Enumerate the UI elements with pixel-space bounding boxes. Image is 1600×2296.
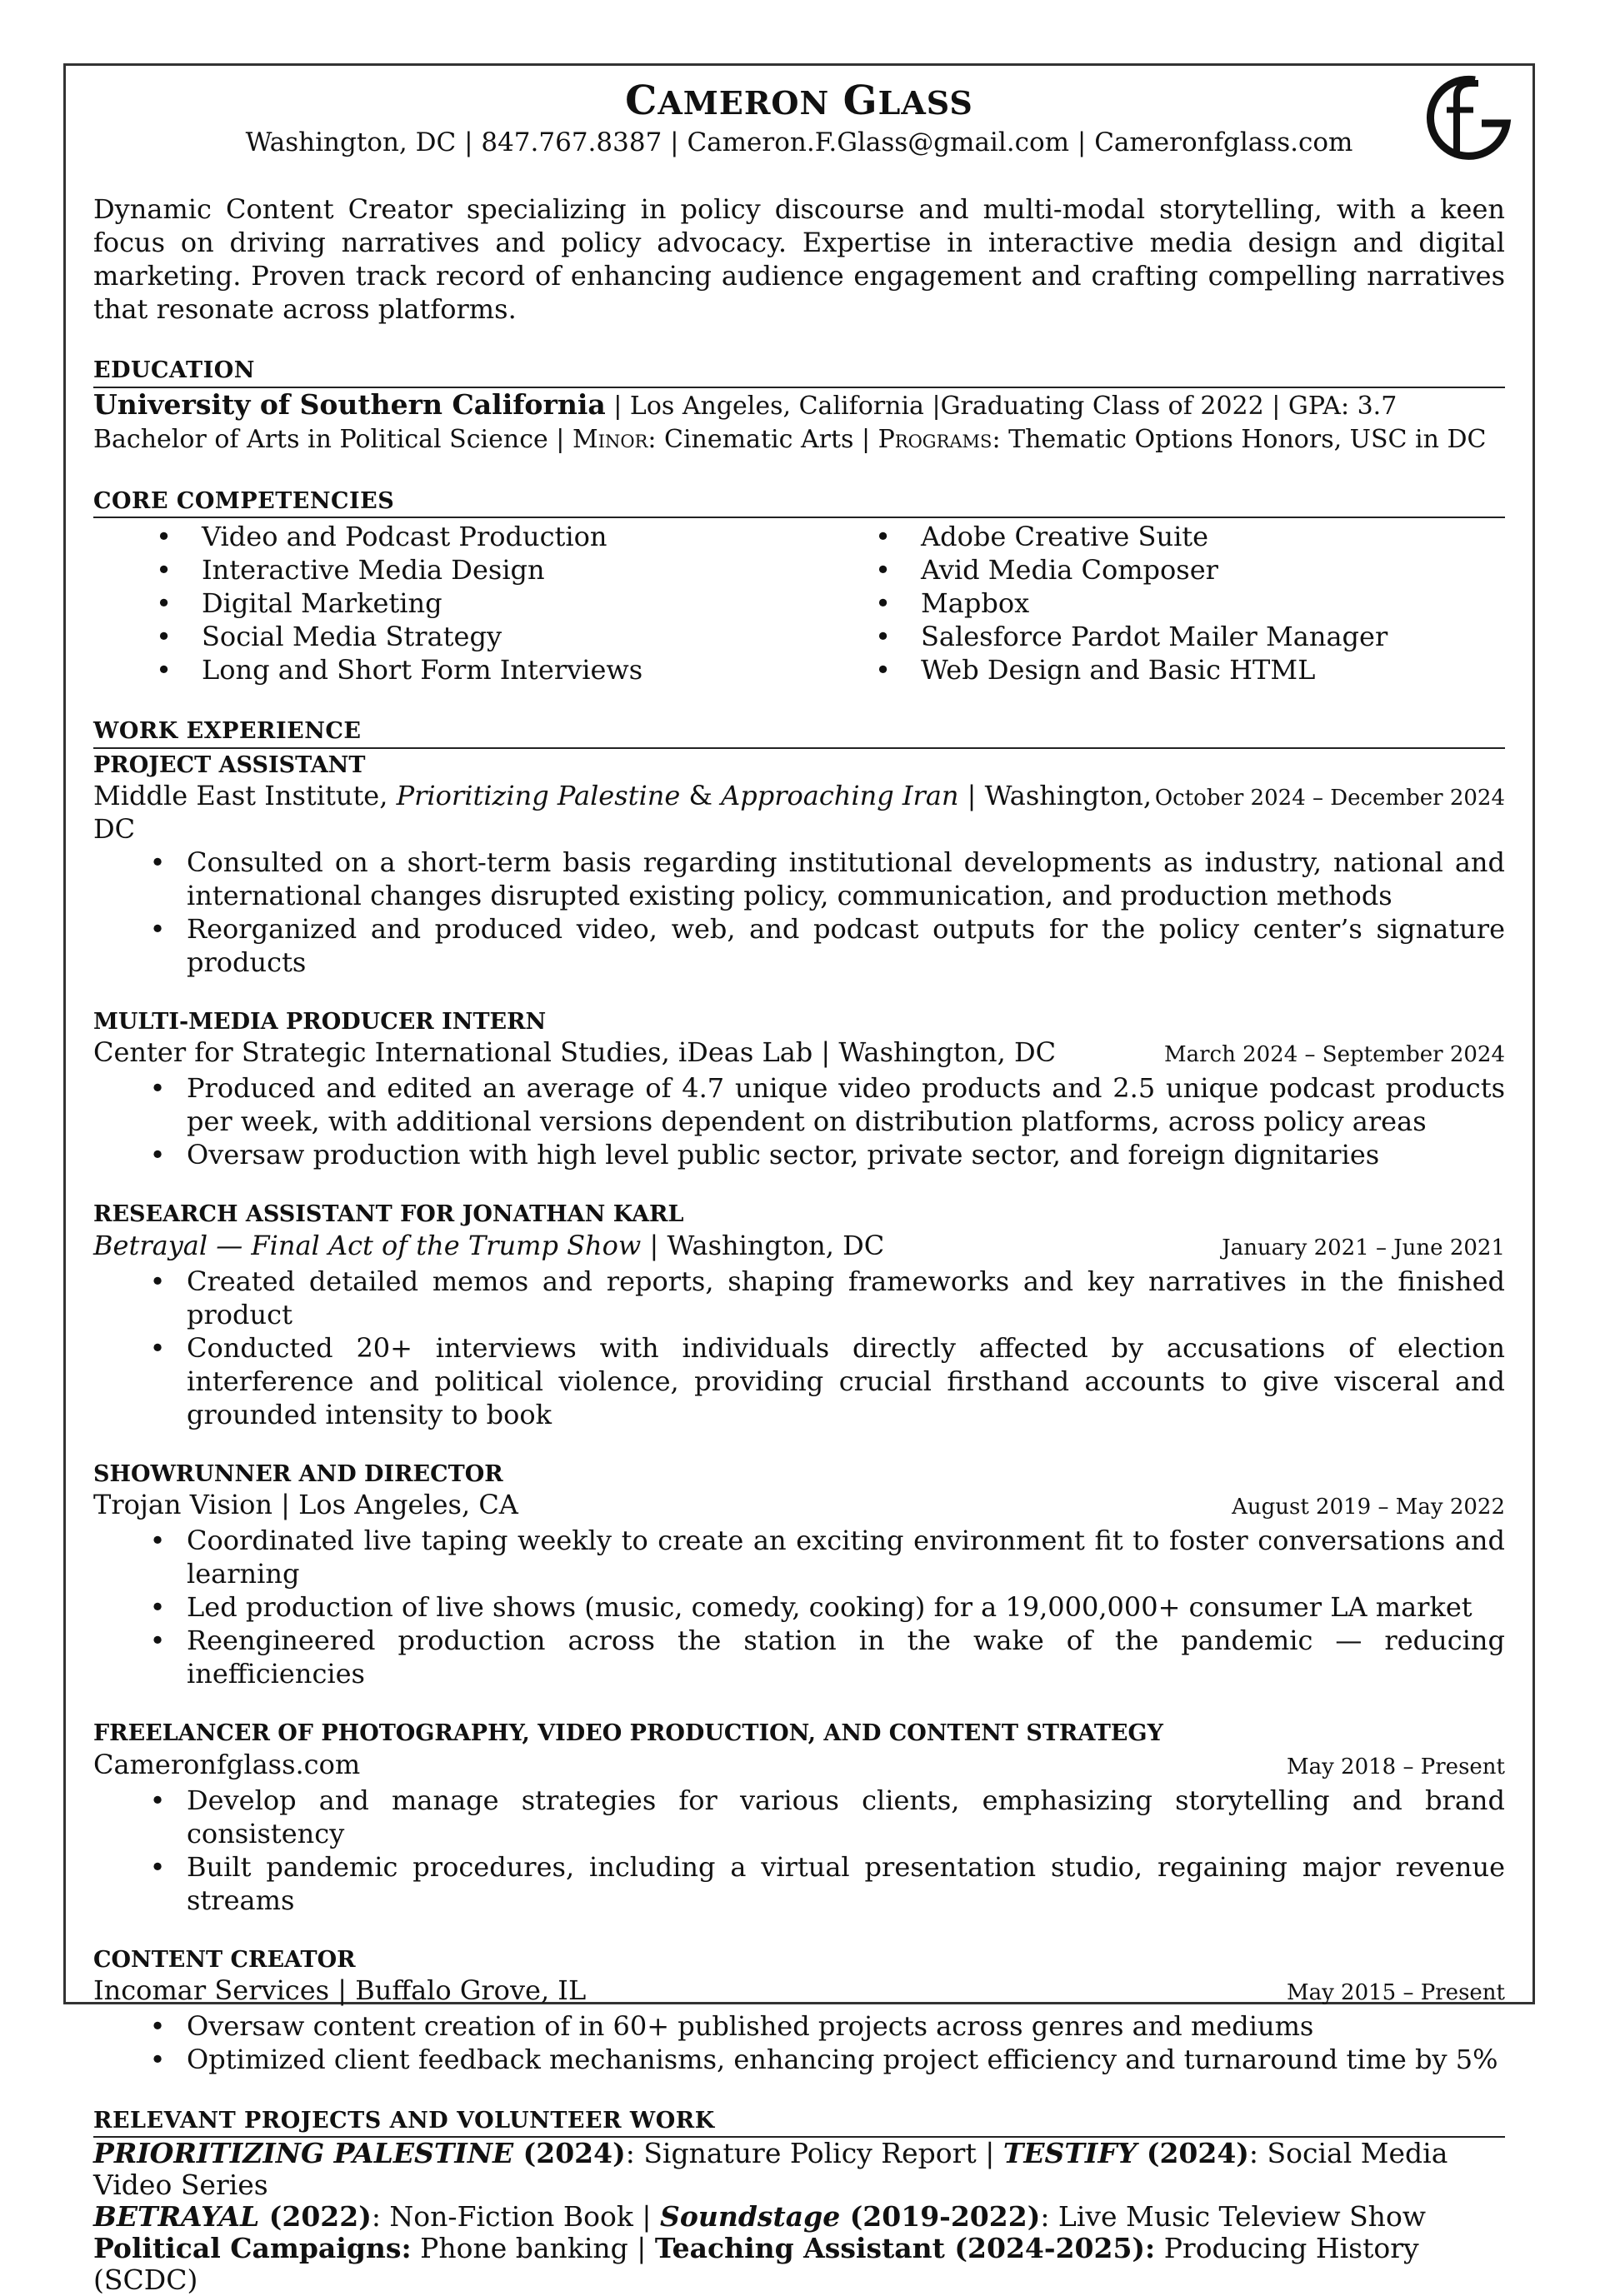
job-bullet: • Consulted on a short-term basis regarding institutional developments as industry, national and international changes disrupted existing policy, communication, and production methods <box>149 846 1505 912</box>
degree: Bachelor of Arts in Political Science | <box>93 424 572 454</box>
job-org: Incomar Services | Buffalo Grove, IL <box>93 1974 587 2006</box>
job-dates: May 2015 – Present <box>1286 1980 1505 2005</box>
projects-heading: RELEVANT PROJECTS AND VOLUNTEER WORK <box>93 2108 1505 2138</box>
job-org-row <box>93 1229 1505 1265</box>
school-details: | Los Angeles, California |Graduating Class of 2022 | GPA: 3.7 <box>605 391 1398 421</box>
competency-item: • Interactive Media Design <box>156 554 545 586</box>
competency-item: • Social Media Strategy <box>156 621 502 653</box>
job-org: Middle East Institute, Prioritizing Palestine & Approaching Iran | Washington, DC <box>93 780 1152 846</box>
competency-item: • Mapbox <box>875 587 1030 620</box>
work-heading: WORK EXPERIENCE <box>93 718 1505 748</box>
job-org: Betrayal — Final Act of the Trump Show | Washington, DC <box>93 1229 885 1261</box>
job-org-row <box>93 1488 1505 1524</box>
projects-section <box>93 2108 1505 2296</box>
competency-item: • Adobe Creative Suite <box>875 521 1209 553</box>
job-org-row <box>93 779 1505 846</box>
summary-paragraph: Dynamic Content Creator specializing in policy discourse and multi-modal storytelling, with a keen focus on driving narratives and policy advocacy. Expertise in interactive media design and digital marketing. Proven track record of enhancing audience engagement and crafting compelling narratives that resonate across platforms. <box>93 193 1505 326</box>
work-section <box>93 718 1505 2076</box>
job-title: MULTI-MEDIA PRODUCER INTERN <box>93 1009 547 1036</box>
job-title: SHOWRUNNER AND DIRECTOR <box>93 1460 503 1487</box>
project-line: PRIORITIZING PALESTINE (2024): Signature Policy Report | TESTIFY (2024): Social Media Video Series <box>93 2137 1448 2202</box>
job-entry <box>93 752 1505 979</box>
job-org-row <box>93 1748 1505 1784</box>
contact-line: Washington, DC | 847.767.8387 | Cameron.F.Glass@gmail.com | Cameronfglass.com <box>245 127 1353 158</box>
competency-item: • Web Design and Basic HTML <box>875 654 1316 686</box>
job-bullet: • Produced and edited an average of 4.7 unique video products and 2.5 unique podcast products per week, with additional versions dependent on distribution platforms, across policy areas <box>149 1072 1505 1138</box>
school-name: University of Southern California <box>93 387 606 421</box>
competencies-left-column <box>93 520 799 686</box>
project-line: BETRAYAL (2022): Non-Fiction Book | Soundstage (2019-2022): Live Music Teleview Show <box>93 2200 1427 2234</box>
education-degree-line <box>93 423 1505 457</box>
job-entry <box>93 1201 1505 1430</box>
competency-item: • Digital Marketing <box>156 587 442 620</box>
job-org: Cameronfglass.com <box>93 1748 361 1780</box>
competency-item: • Salesforce Pardot Mailer Manager <box>875 621 1388 653</box>
competency-item: • Avid Media Composer <box>875 554 1218 586</box>
job-dates: March 2024 – September 2024 <box>1163 1042 1505 1068</box>
job-bullet: • Optimized client feedback mechanisms, enhancing project efficiency and turnaround time by 5% <box>149 2044 1498 2075</box>
resume <box>93 68 1505 2296</box>
job-dates: October 2024 – December 2024 <box>1154 786 1505 811</box>
job-bullet: • Created detailed memos and reports, shaping frameworks and key narratives in the finished product <box>149 1265 1505 1330</box>
job-bullet: • Reorganized and produced video, web, and podcast outputs for the policy center’s signature products <box>149 913 1505 979</box>
job-dates: May 2018 – Present <box>1286 1754 1505 1779</box>
programs-value: : Thematic Options Honors, USC in DC <box>992 424 1487 454</box>
competencies-heading: CORE COMPETENCIES <box>93 488 1505 518</box>
minor-label: Minor <box>572 424 648 454</box>
education-school-line <box>93 388 1505 423</box>
job-org-row <box>93 1974 1505 2009</box>
job-dates: January 2021 – June 2021 <box>1222 1235 1505 1260</box>
job-title: RESEARCH ASSISTANT FOR JONATHAN KARL <box>93 1201 684 1228</box>
monogram-logo <box>1423 72 1515 163</box>
job-bullet: • Built pandemic procedures, including a virtual presentation studio, regaining major revenue streams <box>149 1850 1505 1916</box>
job-bullet: • Develop and manage strategies for various clients, emphasizing storytelling and brand consistency <box>149 1784 1505 1849</box>
job-org: Center for Strategic International Studies, iDeas Lab | Washington, DC <box>93 1036 1057 1069</box>
competencies-grid <box>93 520 1505 686</box>
job-org-row <box>93 1036 1505 1071</box>
job-entry <box>93 1461 1505 1690</box>
job-bullet: • Led production of live shows (music, comedy, cooking) for a 19,000,000+ consumer LA market <box>149 1591 1472 1624</box>
job-entry <box>93 1009 1505 1171</box>
competencies-section <box>93 488 1505 686</box>
job-entry <box>93 1947 1505 2076</box>
job-entry <box>93 1720 1505 1916</box>
competency-item: • Video and Podcast Production <box>156 521 608 553</box>
competencies-right-column <box>799 520 1505 686</box>
job-bullet: • Reengineered production across the station in the wake of the pandemic — reducing inefficiencies <box>149 1625 1505 1690</box>
project-line: Political Campaigns: Phone banking | Teaching Assistant (2024-2025): Producing History (SCDC) <box>93 2232 1419 2296</box>
job-title: CONTENT CREATOR <box>93 1946 356 1973</box>
job-bullet: • Oversaw content creation of in 60+ published projects across genres and mediums <box>149 2010 1314 2042</box>
job-org: Trojan Vision | Los Angeles, CA <box>93 1489 518 1521</box>
minor-value: : Cinematic Arts | <box>648 424 878 454</box>
job-bullet: • Conducted 20+ interviews with individuals directly affected by accusations of election interference and political violence, providing crucial firsthand accounts to give visceral and grounded intensity to book <box>149 1331 1505 1430</box>
job-bullet: • Coordinated live taping weekly to create an exciting environment fit to foster conversations and learning <box>149 1525 1505 1590</box>
job-title: PROJECT ASSISTANT <box>93 751 366 778</box>
job-dates: August 2019 – May 2022 <box>1232 1495 1505 1520</box>
job-title: FREELANCER OF PHOTOGRAPHY, VIDEO PRODUCTION, AND CONTENT STRATEGY <box>93 1720 1163 1747</box>
competency-item: • Long and Short Form Interviews <box>156 654 643 686</box>
education-section <box>93 357 1505 456</box>
candidate-name: CAMERON GLASS <box>625 77 973 124</box>
education-heading: EDUCATION <box>93 357 1505 387</box>
job-bullet: • Oversaw production with high level public sector, private sector, and foreign dignitaries <box>149 1139 1380 1171</box>
programs-label: Programs <box>878 424 992 454</box>
